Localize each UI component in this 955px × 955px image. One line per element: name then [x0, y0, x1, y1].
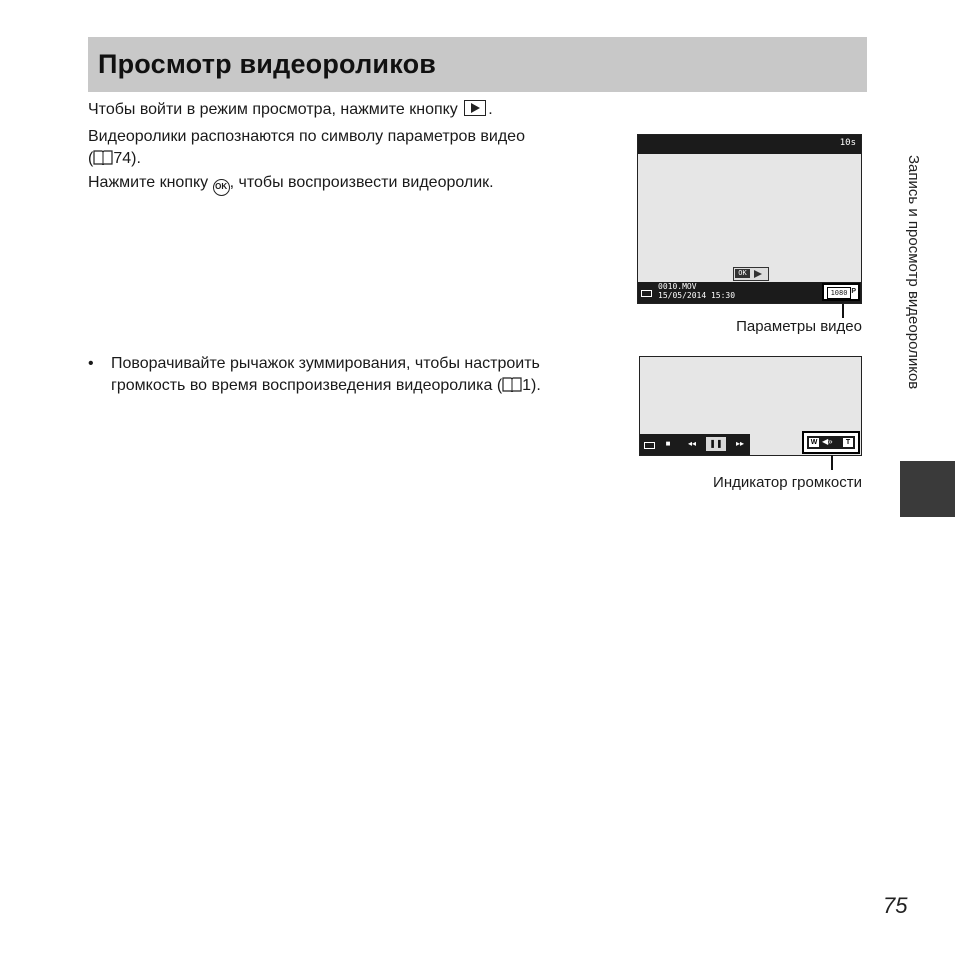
title-bar — [88, 37, 867, 92]
speaker-icon: ◀» — [822, 437, 833, 446]
book-reference-icon — [502, 377, 522, 392]
paragraph-line: Видеоролики распознаются по символу параметров видео — [88, 128, 525, 145]
video-option-label: 1080 — [827, 287, 851, 299]
play-triangle-icon — [754, 270, 762, 278]
battery-icon — [641, 290, 652, 297]
paragraph-end: . — [488, 101, 493, 118]
section-side-label: Запись и просмотр видеороликов — [905, 155, 922, 390]
page-reference: 1). — [522, 377, 541, 394]
pause-icon: ❚❚ — [706, 437, 726, 451]
page-title: Просмотр видеороликов — [98, 49, 437, 79]
ok-button-icon: OK — [213, 179, 230, 196]
zoom-wide-label: W — [810, 439, 818, 446]
zoom-tele-label: T — [843, 438, 853, 447]
paragraph-press-ok — [88, 172, 494, 196]
page-number: 75 — [883, 893, 908, 918]
paragraph-text: Чтобы войти в режим просмотра, нажмите кнопку — [88, 101, 458, 118]
playback-screen-illustration — [637, 134, 862, 304]
rewind-icon: ◂◂ — [687, 439, 697, 448]
bullet-text — [111, 353, 541, 397]
paragraph-video-recognition — [88, 126, 525, 170]
movie-length: 10s — [839, 138, 856, 148]
bullet-line: Поворачивайте рычажок зуммирования, чтобы настроить — [111, 355, 540, 372]
bullet-line: громкость во время воспроизведения видеоролика ( — [111, 377, 503, 394]
paren-open: ( — [88, 150, 94, 167]
volume-indicator-icon — [802, 431, 860, 454]
volume-screen-illustration — [639, 356, 862, 456]
caption-volume-indicator: Индикатор громкости — [713, 474, 862, 491]
progressive-marker: P — [851, 288, 856, 295]
callout-line — [831, 455, 833, 470]
caption-video-options: Параметры видео — [736, 318, 862, 335]
book-reference-icon — [93, 150, 113, 165]
fast-forward-icon: ▸▸ — [735, 439, 745, 448]
callout-line — [842, 304, 844, 318]
paragraph-playback-mode — [88, 99, 493, 121]
file-name: 0010.MOV — [658, 282, 697, 291]
paragraph-end: , чтобы воспроизвести видеоролик. — [229, 174, 494, 191]
recording-datetime: 15/05/2014 15:30 — [658, 291, 736, 300]
screen-bottom-bar — [638, 282, 861, 303]
play-button-icon — [464, 100, 486, 116]
battery-icon — [644, 442, 655, 449]
stop-icon: ■ — [665, 439, 671, 448]
page-reference: 74). — [113, 150, 141, 167]
video-options-icon — [822, 283, 860, 301]
screen-top-bar — [638, 135, 861, 154]
section-tab-marker — [900, 461, 955, 517]
playback-controls-bar — [640, 434, 750, 455]
paragraph-text: Нажмите кнопку — [88, 174, 209, 191]
volume-indicator-body — [807, 436, 855, 449]
bullet-icon: • — [88, 355, 94, 372]
ok-play-guide-icon — [733, 267, 769, 281]
file-info — [658, 282, 735, 300]
ok-label: OK — [735, 269, 750, 278]
